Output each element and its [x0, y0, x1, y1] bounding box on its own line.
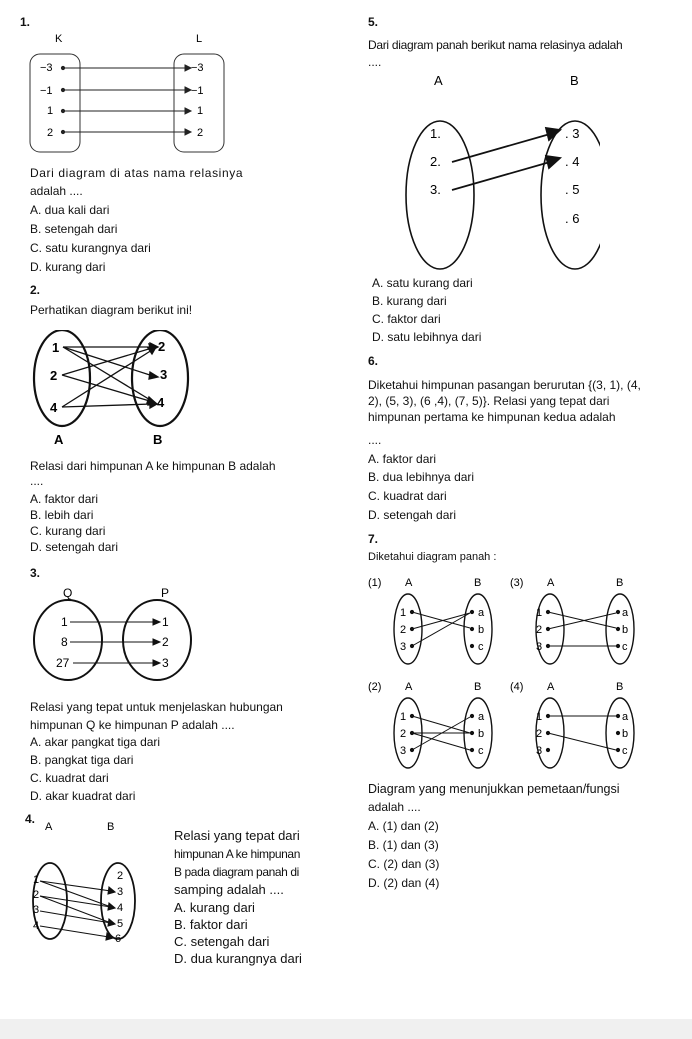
- q3-right-item: 2: [162, 635, 169, 649]
- q4-question-line2: himpunan A ke himpunan: [174, 847, 300, 861]
- q7-set-left-label: A: [405, 577, 413, 589]
- diagram-label: b: [622, 728, 629, 740]
- q5-option-b: B. kurang dari: [372, 294, 447, 308]
- q2-arrow-diagram: [30, 330, 200, 450]
- q2-set-left-label: A: [54, 432, 64, 447]
- q1-set-left-label: K: [55, 33, 63, 45]
- q2-right-item: 3: [160, 367, 168, 382]
- q7-diagram-2: [368, 676, 508, 776]
- q4-left-item: 3: [33, 904, 40, 916]
- q3-arrow-diagram: [30, 585, 200, 685]
- q6-option-a: A. faktor dari: [368, 452, 437, 466]
- q1-set-right-label: L: [196, 33, 203, 45]
- diagram-label: c: [478, 641, 484, 653]
- q6-option-b: B. dua lebihnya dari: [368, 470, 475, 484]
- diagram-label: 3: [536, 745, 543, 757]
- q7-option-a: A. (1) dan (2): [368, 819, 439, 833]
- q4-left-item: 4: [33, 920, 40, 932]
- q7-set-right-label: B: [474, 577, 482, 589]
- q4-question-line1: Relasi yang tepat dari: [174, 828, 300, 843]
- q7-diagram-label: (4): [510, 681, 524, 693]
- diagram-label: b: [622, 624, 629, 636]
- q2-left-item: 4: [50, 400, 58, 415]
- q3-left-item: 8: [61, 635, 68, 649]
- q3-option-a: A. akar pangkat tiga dari: [30, 735, 161, 749]
- q4-question-line4: samping adalah ....: [174, 882, 284, 897]
- diagram-label: c: [622, 641, 628, 653]
- diagram-label: 2: [536, 624, 543, 636]
- q5-right-item: . 4: [565, 154, 580, 169]
- q1-left-item: 1: [47, 105, 54, 117]
- diagram-label: a: [478, 711, 485, 723]
- diagram-label: a: [478, 607, 485, 619]
- page-bottom-strip: [0, 1019, 692, 1039]
- diagram-label: 1: [536, 711, 543, 723]
- q3-left-item: 1: [61, 615, 68, 629]
- q1-question-line2: adalah ....: [30, 184, 83, 198]
- q3-option-b: B. pangkat tiga dari: [30, 753, 134, 767]
- q5-left-item: 2.: [430, 154, 441, 169]
- q3-left-item: 27: [56, 656, 70, 670]
- diagram-label: a: [622, 607, 629, 619]
- q5-set-left-label: A: [434, 73, 443, 88]
- q3-right-item: 3: [162, 656, 169, 670]
- q2-number: 2.: [30, 283, 41, 297]
- q1-option-a: A. dua kali dari: [30, 203, 110, 217]
- q2-set-right-label: B: [153, 432, 163, 447]
- q4-right-item: 6: [115, 933, 122, 945]
- diagram-label: 1: [400, 607, 407, 619]
- q4-right-item: 5: [117, 918, 124, 930]
- q5-option-d: D. satu lebihnya dari: [372, 330, 482, 344]
- q2-right-item: 4: [157, 395, 165, 410]
- diagram-label: 1: [400, 711, 407, 723]
- diagram-label: 2: [400, 624, 407, 636]
- q3-set-left-label: Q: [63, 586, 73, 600]
- diagram-label: B: [474, 681, 482, 693]
- q6-number: 6.: [368, 354, 379, 368]
- q1-left-item: 2: [47, 127, 54, 139]
- diagram-label: c: [478, 745, 484, 757]
- q1-right-item: 1: [197, 105, 204, 117]
- diagram-label: 3: [536, 641, 543, 653]
- q5-number: 5.: [368, 15, 379, 29]
- q4-number: 4.: [25, 812, 36, 826]
- diagram-label: B: [616, 577, 624, 589]
- diagram-label: 3: [400, 745, 407, 757]
- q7-diagram-3: [510, 572, 650, 672]
- q5-right-item: . 6: [565, 211, 580, 226]
- q7-diagram-label: (2): [368, 681, 382, 693]
- diagram-label: a: [622, 711, 629, 723]
- q3-set-right-label: P: [161, 586, 170, 600]
- q7-diagram-4: [510, 676, 650, 776]
- q1-left-item: −1: [40, 85, 53, 97]
- q1-question-line1: Dari diagram di atas nama relasinya: [30, 166, 244, 180]
- diagram-label: A: [547, 577, 555, 589]
- q2-option-a: A. faktor dari: [30, 492, 99, 506]
- diagram-label: B: [616, 681, 624, 693]
- q4-option-a: A. kurang dari: [174, 900, 255, 915]
- q4-right-item: 4: [117, 902, 124, 914]
- q3-option-d: D. akar kuadrat dari: [30, 789, 136, 803]
- q2-question: Relasi dari himpunan A ke himpunan B adalah: [30, 459, 276, 473]
- diagram-label: 1: [536, 607, 543, 619]
- diagram-label: A: [405, 681, 413, 693]
- q5-option-c: C. faktor dari: [372, 312, 441, 326]
- diagram-label: b: [478, 728, 485, 740]
- q1-right-item: −1: [191, 85, 204, 97]
- q7-number: 7.: [368, 532, 379, 546]
- q4-option-c: C. setengah dari: [174, 934, 270, 949]
- diagram-label: 2: [400, 728, 407, 740]
- q4-set-right-label: B: [107, 821, 115, 833]
- q2-option-c: C. kurang dari: [30, 524, 106, 538]
- q3-option-c: C. kuadrat dari: [30, 771, 109, 785]
- q7-option-d: D. (2) dan (4): [368, 876, 440, 890]
- diagram-label: 3: [400, 641, 407, 653]
- q1-option-b: B. setengah dari: [30, 222, 118, 236]
- q5-arrow-diagram: [400, 70, 600, 270]
- diagram-label: 2: [536, 728, 543, 740]
- q3-question-line1: Relasi yang tepat untuk menjelaskan hubungan: [30, 700, 283, 714]
- q2-right-item: 2: [158, 339, 166, 354]
- diagram-label: b: [478, 624, 485, 636]
- q6-option-d: D. setengah dari: [368, 508, 457, 522]
- q7-diagram-1: [368, 572, 508, 672]
- q5-set-right-label: B: [570, 73, 579, 88]
- q4-right-item: 2: [117, 870, 124, 882]
- q5-right-item: . 3: [565, 126, 580, 141]
- diagram-label: c: [622, 745, 628, 757]
- q4-left-item: 1: [33, 874, 40, 886]
- q1-right-item: −3: [191, 62, 204, 74]
- q7-intro: Diketahui diagram panah :: [368, 551, 497, 563]
- q7-diagram-label: (3): [510, 577, 524, 589]
- q7-diagram-label: (1): [368, 577, 382, 589]
- q7-question-line1: Diagram yang menunjukkan pemetaan/fungsi: [368, 782, 620, 796]
- q1-left-item: −3: [40, 62, 53, 74]
- q1-right-item: 2: [197, 127, 204, 139]
- q2-option-d: D. setengah dari: [30, 540, 119, 554]
- q6-question: Diketahui himpunan pasangan berurutan {(3, 1), (4, 2), (5, 3), (6 ,4), (7, 5)}. Relasi yang tepat dari himpunan pertama ke himpunan kedua adalah: [368, 378, 641, 424]
- q6-option-c: C. kuadrat dari: [368, 489, 447, 503]
- q5-option-a: A. satu kurang dari: [372, 276, 473, 290]
- q4-right-item: 3: [117, 886, 124, 898]
- q2-intro: Perhatikan diagram berikut ini!: [30, 303, 193, 317]
- q3-question-line2: himpunan Q ke himpunan P adalah ....: [30, 718, 235, 732]
- q4-option-b: B. faktor dari: [174, 917, 248, 932]
- q1-option-d: D. kurang dari: [30, 260, 106, 274]
- q4-arrow-diagram: [25, 815, 160, 955]
- q2-question-dots: ....: [30, 474, 44, 488]
- q5-question-line2: ....: [368, 55, 382, 69]
- q5-right-item: . 5: [565, 182, 580, 197]
- q5-question-line1: Dari diagram panah berikut nama relasinya adalah: [368, 38, 623, 52]
- q6-question-dots: ....: [368, 433, 382, 447]
- q4-set-left-label: A: [45, 821, 53, 833]
- q3-number: 3.: [30, 566, 41, 580]
- q2-option-b: B. lebih dari: [30, 508, 94, 522]
- q1-arrow-diagram: [25, 28, 245, 156]
- q1-number: 1.: [20, 15, 31, 29]
- q4-option-d: D. dua kurangnya dari: [174, 951, 302, 966]
- q1-option-c: C. satu kurangnya dari: [30, 241, 151, 255]
- q2-left-item: 2: [50, 368, 58, 383]
- q7-option-c: C. (2) dan (3): [368, 857, 440, 871]
- q4-question-line3: B pada diagram panah di: [174, 865, 299, 879]
- diagram-label: A: [547, 681, 555, 693]
- q3-right-item: 1: [162, 615, 169, 629]
- q7-question-line2: adalah ....: [368, 800, 421, 814]
- q7-option-b: B. (1) dan (3): [368, 838, 439, 852]
- q5-left-item: 3.: [430, 182, 441, 197]
- q5-left-item: 1.: [430, 126, 441, 141]
- q2-left-item: 1: [52, 340, 60, 355]
- q4-left-item: 2: [33, 889, 40, 901]
